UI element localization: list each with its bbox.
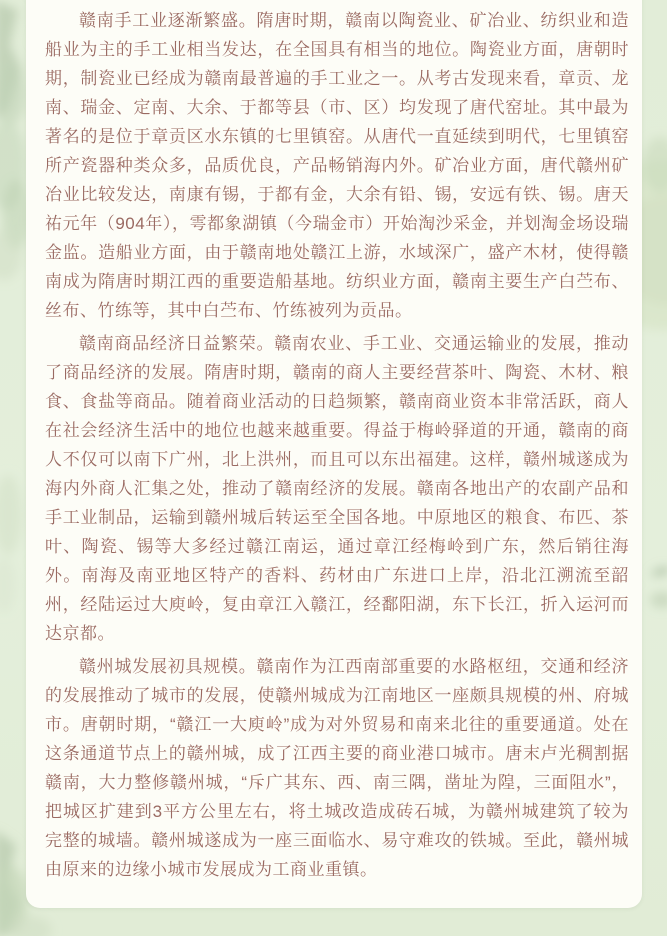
article-card [26, 0, 642, 908]
paragraph-city-development: 赣州城发展初具规模。赣南作为江西南部重要的水路枢纽，交通和经济的发展推动了城市的发展，使赣州城成为江南地区一座颇具规模的州、府城市。唐朝时期，“赣江一大庾岭”成为对外贸易和南来北往的重要通道。处在这条通道节点上的赣州城，成了江西主要的商业港口城市。唐末卢光稠割据赣南，大力整修赣州城，“斥广其东、西、南三隅，凿址为隍，三面阻水”，把城区扩建到3平方公里左右，将土城改造成砖石城，为赣州城建筑了较为完整的城墙。赣州城遂成为一座三面临水、易守难攻的铁城。至此，赣州城由原来的边缘小城市发展成为工商业重镇。 [45, 657, 629, 879]
paragraph-commodity-economy: 赣南商品经济日益繁荣。赣南农业、手工业、交通运输业的发展，推动了商品经济的发展。隋唐时期，赣南的商人主要经营茶叶、陶瓷、木材、粮食、食盐等商品。随着商业活动的日趋频繁，赣南商业资本非常活跃，商人在社会经济生活中的地位也越来越重要。得益于梅岭驿道的开通，赣南的商人不仅可以南下广州，北上洪州，而且可以东出福建。这样，赣州城遂成为海内外商人汇集之处，推动了赣南经济的发展。赣南各地出产的农副产品和手工业制品，运输到赣州城后转运至全国各地。中原地区的粮食、布匹、茶叶、陶瓷、锡等大多经过赣江南运，通过章江经梅岭到广东，然后销往海外。南海及南亚地区特产的香料、药材由广东进口上岸，沿北江溯流至韶州，经陆运过大庾岭，复由章江入赣江，经鄱阳湖，东下长江，折入运河而达京都。 [45, 334, 629, 643]
article-body [45, 6, 629, 884]
paragraph-handicraft-industry: 赣南手工业逐渐繁盛。隋唐时期，赣南以陶瓷业、矿冶业、纺织业和造船业为主的手工业相当发达，在全国具有相当的地位。陶瓷业方面，唐朝时期，制瓷业已经成为赣南最普遍的手工业之一。从考古发现来看，章贡、龙南、瑞金、定南、大余、于都等县（市、区）均发现了唐代窑址。其中最为著名的是位于章贡区水东镇的七里镇窑。从唐代一直延续到明代，七里镇窑所产瓷器种类众多，品质优良，产品畅销海内外。矿冶业方面，唐代赣州矿冶业比较发达，南康有锡，于都有金，大余有铅、锡，安远有铁、锡。唐天祐元年（904年），雩都象湖镇（今瑞金市）开始淘沙采金，并划淘金场设瑞金监。造船业方面，由于赣南地处赣江上游，水域深广，盛产木材，使得赣南成为隋唐时期江西的重要造船基地。纺织业方面，赣南主要生产白苎布、丝布、竹练等，其中白苎布、竹练被列为贡品。 [45, 11, 629, 320]
